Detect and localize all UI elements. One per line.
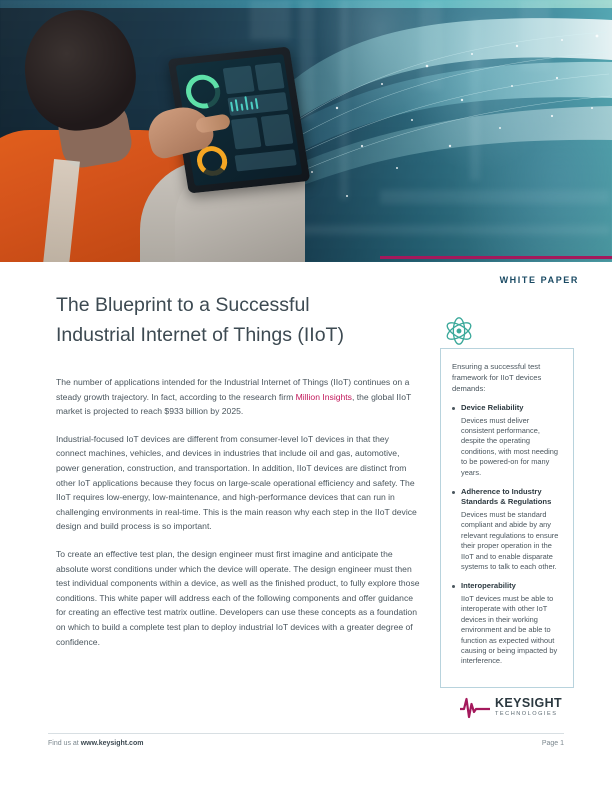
million-insights-link[interactable]: Million Insights bbox=[295, 391, 352, 402]
paragraph-1-part-1: The number of applications intended for the Industrial Internet of Things (IIoT) continues on a steady growth trajectory. In fact, according to the research firm bbox=[56, 377, 410, 402]
brand-subtitle: TECHNOLOGIES bbox=[495, 711, 558, 717]
page-title-line-1: The Blueprint to a Successful bbox=[56, 294, 310, 316]
keysight-logo bbox=[459, 695, 579, 723]
callout-item-text: Devices must be standard compliant and abide by any relevant regulations to ensure their proper operation in the IIoT and to enable disparate systems to talk to each other. bbox=[461, 509, 559, 571]
atom-icon bbox=[440, 315, 478, 347]
footer-find-us bbox=[48, 740, 143, 747]
callout-list bbox=[452, 403, 562, 667]
callout-item-title: Interoperability bbox=[461, 581, 516, 591]
keysight-waveform-icon bbox=[459, 695, 491, 721]
keysight-logo-text bbox=[495, 696, 562, 717]
page-title bbox=[56, 290, 456, 350]
body-text-column bbox=[56, 375, 421, 662]
page-title-line-2: Industrial Internet of Things (IIoT) bbox=[56, 324, 344, 346]
callout-item-text: IIoT devices must be able to interoperate with other IoT devices in their working environment and be able to function as expected without causing or being impacted by interference. bbox=[461, 593, 558, 666]
callout-item-text: Devices must deliver consistent performance, despite the operating conditions, with most needing to be powered-on for many years. bbox=[461, 415, 558, 477]
white-paper-label: WHITE PAPER bbox=[499, 275, 579, 285]
footer-divider bbox=[48, 733, 564, 734]
callout-item-standards bbox=[452, 487, 562, 572]
paragraph-3: To create an effective test plan, the design engineer must first imagine and anticipate the absolute worst conditions under which the device will operate. The design engineer must then test individual components within a device, as well as the finished product, to fully explore those conditions. This white paper will address each of the following components and offer guidance for creating an effective test matrix outline. Developers can use these concepts as a foundation on which to build a complete test plan to deploy industrial IoT devices with a greater degree of confidence. bbox=[56, 548, 420, 647]
footer-website-url[interactable]: www.keysight.com bbox=[80, 740, 144, 747]
paragraph-1-part-2: , the global IIoT market is projected to reach $933 billion by 2025. bbox=[56, 391, 412, 417]
callout-item-device-reliability bbox=[452, 403, 562, 478]
callout-item-title: Adherence to Industry Standards & Regulations bbox=[461, 486, 552, 507]
callout-intro-text: Ensuring a successful test framework for IIoT devices demands: bbox=[452, 362, 542, 393]
callout-item-interoperability bbox=[452, 581, 562, 666]
callout-item-title: Device Reliability bbox=[461, 403, 524, 412]
hero-image bbox=[0, 0, 612, 262]
paragraph-2: Industrial-focused IoT devices are different from consumer-level IoT devices in that they connect machines, vehicles, and devices in industries that include oil and gas, automotive, power generation, construction, and transportation. In addition, IIoT devices are distinct from other IoT applications because they focus on large-scale operational efficiency and safety. The IIoT requires low-energy, low-maintenance, and high-performance devices that can run in challenging environments in real-time. This is the main reason why each step in the IIoT device design and build process is so important. bbox=[56, 433, 417, 532]
callout-box bbox=[440, 348, 574, 688]
brand-name: KEYSIGHT bbox=[495, 696, 563, 710]
network-ribbon-graphic bbox=[252, 0, 612, 262]
paragraph-1 bbox=[56, 375, 421, 419]
footer-page-number: Page 1 bbox=[541, 740, 564, 747]
footer-find-us-prefix: Find us at bbox=[48, 740, 81, 747]
magenta-accent-rule bbox=[380, 256, 612, 259]
